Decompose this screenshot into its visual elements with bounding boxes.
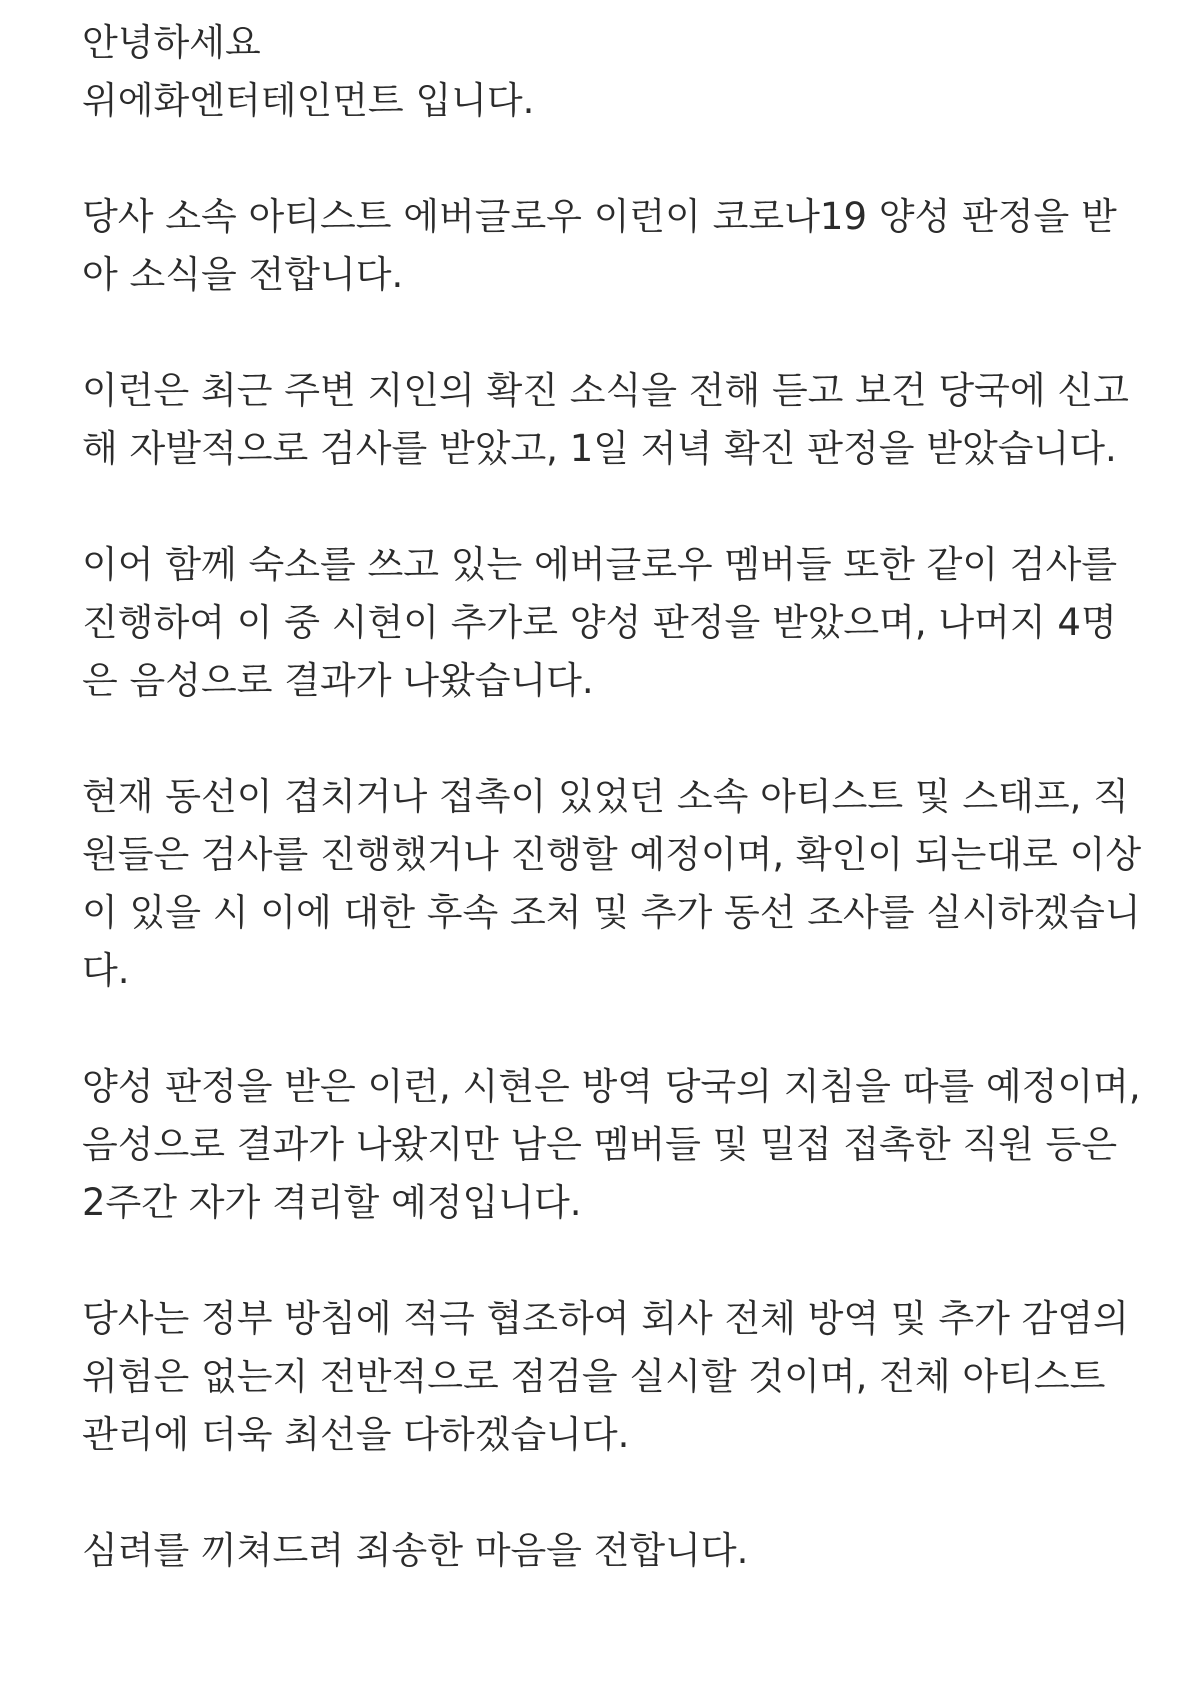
text-line: 음성으로 결과가 나왔지만 남은 멤버들 및 밀접 접촉한 직원 등은 (82, 1123, 1118, 1166)
text-line: 다. (82, 949, 130, 992)
text-line: 이 있을 시 이에 대한 후속 조처 및 추가 동선 조사를 실시하겠습니 (82, 891, 1141, 934)
paragraph-announcement (82, 188, 1162, 304)
text-line: 이런은 최근 주변 지인의 확진 소식을 전해 듣고 보건 당국에 신고 (82, 369, 1129, 412)
text-line: 원들은 검사를 진행했거나 진행할 예정이며, 확인이 되는대로 이상 (82, 833, 1142, 876)
text-line: 현재 동선이 겹치거나 접촉이 있었던 소속 아티스트 및 스태프, 직 (82, 775, 1129, 818)
paragraph-details (82, 362, 1162, 478)
text-line: 심려를 끼쳐드려 죄송한 마음을 전합니다. (82, 1529, 749, 1572)
text-line: 양성 판정을 받은 이런, 시현은 방역 당국의 지침을 따를 예정이며, (82, 1065, 1141, 1108)
paragraph-staff-test (82, 768, 1162, 1000)
text-line: 진행하여 이 중 시현이 추가로 양성 판정을 받았으며, 나머지 4명 (82, 601, 1117, 644)
text-line: 해 자발적으로 검사를 받았고, 1일 저녁 확진 판정을 받았습니다. (82, 427, 1117, 470)
paragraph-apology (82, 1522, 1162, 1580)
notice-body (82, 14, 1162, 1580)
paragraph-company-measures (82, 1290, 1162, 1464)
text-line: 위험은 없는지 전반적으로 점검을 실시할 것이며, 전체 아티스트 (82, 1355, 1106, 1398)
text-line: 관리에 더욱 최선을 다하겠습니다. (82, 1413, 630, 1456)
text-line: 2주간 자가 격리할 예정입니다. (82, 1181, 582, 1224)
text-line: 당사 소속 아티스트 에버글로우 이런이 코로나19 양성 판정을 받 (82, 195, 1117, 238)
paragraph-quarantine (82, 1058, 1162, 1232)
paragraph-members-test (82, 536, 1162, 710)
text-line: 위에화엔터테인먼트 입니다. (82, 79, 535, 122)
text-line: 안녕하세요 (82, 21, 261, 64)
text-line: 아 소식을 전합니다. (82, 253, 404, 296)
text-line: 당사는 정부 방침에 적극 협조하여 회사 전체 방역 및 추가 감염의 (82, 1297, 1129, 1340)
text-line: 은 음성으로 결과가 나왔습니다. (82, 659, 594, 702)
text-line: 이어 함께 숙소를 쓰고 있는 에버글로우 멤버들 또한 같이 검사를 (82, 543, 1118, 586)
paragraph-greeting (82, 14, 1162, 130)
